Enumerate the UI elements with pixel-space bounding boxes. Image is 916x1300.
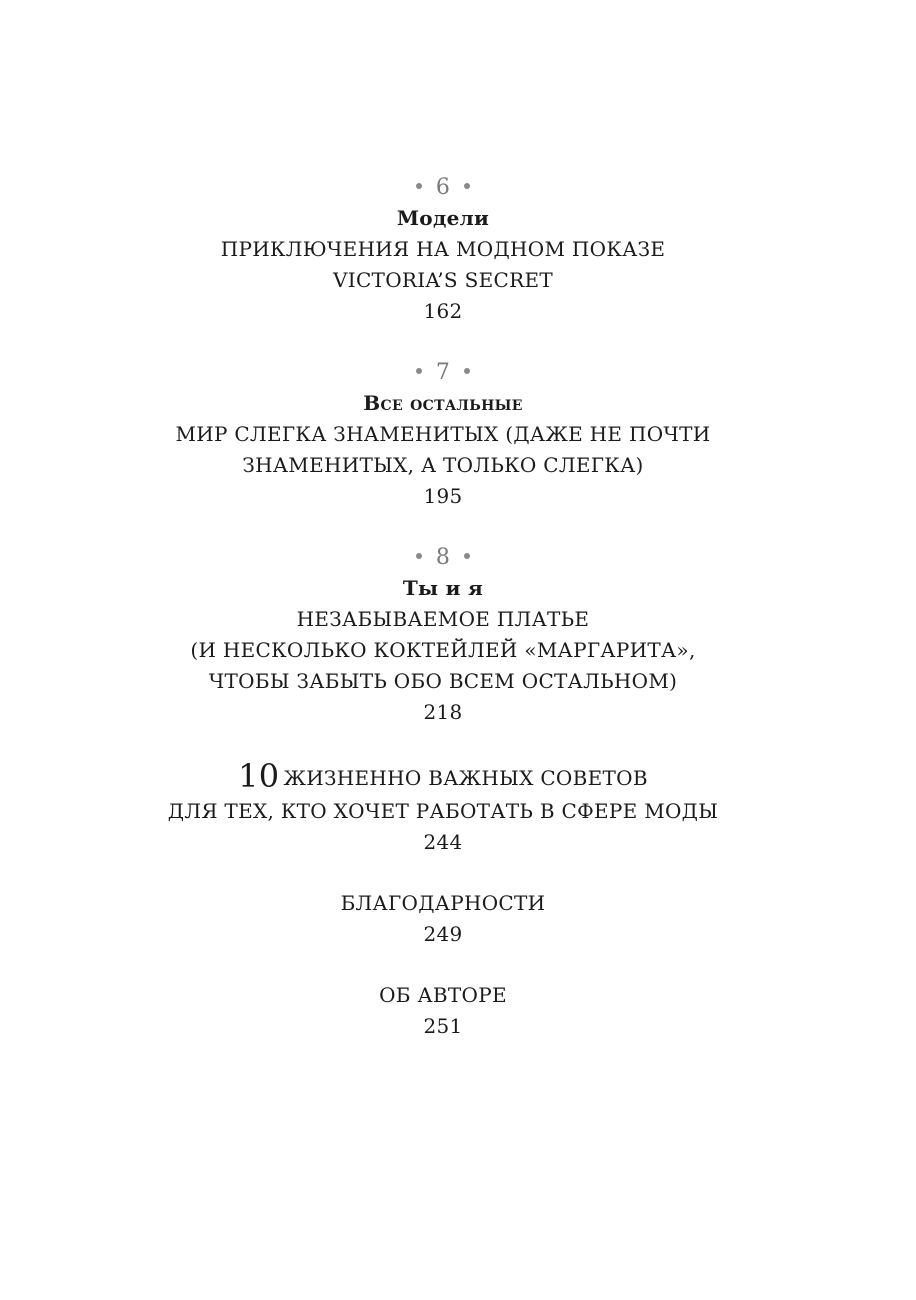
bullet-dot-icon: [464, 183, 470, 189]
toc-entry-tips: [0, 758, 886, 858]
tips-title: ЖИЗНЕННО ВАЖНЫХ СОВЕТОВ: [283, 766, 648, 790]
chapter-marker: [0, 357, 886, 388]
chapter-subtitle-line: МИР СЛЕГКА ЗНАМЕНИТЫХ (ДАЖЕ НЕ ПОЧТИ: [175, 422, 711, 446]
toc-entry-chapter-6: [0, 172, 886, 327]
spacer: [0, 858, 886, 888]
page-number: 249: [423, 922, 463, 946]
tips-subtitle: ДЛЯ ТЕХ, КТО ХОЧЕТ РАБОТАТЬ В СФЕРЕ МОДЫ: [167, 799, 719, 823]
page-number: 251: [423, 1014, 463, 1038]
bullet-dot-icon: [416, 368, 422, 374]
chapter-subtitle-line: ЧТОБЫ ЗАБЫТЬ ОБО ВСЕМ ОСТАЛЬНОМ): [208, 669, 678, 693]
chapter-subtitle-line: VICTORIA’S SECRET: [333, 268, 553, 292]
chapter-number: 6: [435, 175, 451, 200]
about-author-title: ОБ АВТОРЕ: [379, 983, 507, 1007]
chapter-subtitle-line: ЗНАМЕНИТЫХ, А ТОЛЬКО СЛЕГКА): [242, 453, 644, 477]
page-number: 218: [423, 700, 463, 724]
chapter-title: Все остальные: [363, 391, 523, 415]
tips-number: 10: [238, 757, 280, 795]
chapter-marker: [0, 542, 886, 573]
spacer: [0, 327, 886, 357]
chapter-subtitle-line: НЕЗАБЫВАЕМОЕ ПЛАТЬЕ: [296, 607, 590, 631]
toc-entry-about-author: [0, 980, 886, 1042]
page-number: 244: [423, 830, 463, 854]
chapter-subtitle-line: ПРИКЛЮЧЕНИЯ НА МОДНОМ ПОКАЗЕ: [220, 237, 666, 261]
page-number: 195: [423, 484, 463, 508]
bullet-dot-icon: [464, 368, 470, 374]
acknowledgements-title: БЛАГОДАРНОСТИ: [340, 891, 546, 915]
bullet-dot-icon: [416, 183, 422, 189]
spacer: [0, 728, 886, 758]
page-number: 162: [423, 299, 463, 323]
chapter-title: Модели: [396, 206, 490, 230]
chapter-number: 7: [435, 360, 451, 385]
tips-title-line: [0, 758, 886, 796]
bullet-dot-icon: [416, 553, 422, 559]
chapter-title: Ты и я: [402, 576, 484, 600]
toc-entry-chapter-7: [0, 357, 886, 512]
table-of-contents: [0, 172, 886, 1042]
bullet-dot-icon: [464, 553, 470, 559]
toc-entry-acknowledgements: [0, 888, 886, 950]
chapter-subtitle-line: (И НЕСКОЛЬКО КОКТЕЙЛЕЙ «МАРГАРИТА»,: [190, 638, 696, 662]
spacer: [0, 512, 886, 542]
toc-entry-chapter-8: [0, 542, 886, 728]
spacer: [0, 950, 886, 980]
chapter-number: 8: [435, 545, 451, 570]
chapter-marker: [0, 172, 886, 203]
